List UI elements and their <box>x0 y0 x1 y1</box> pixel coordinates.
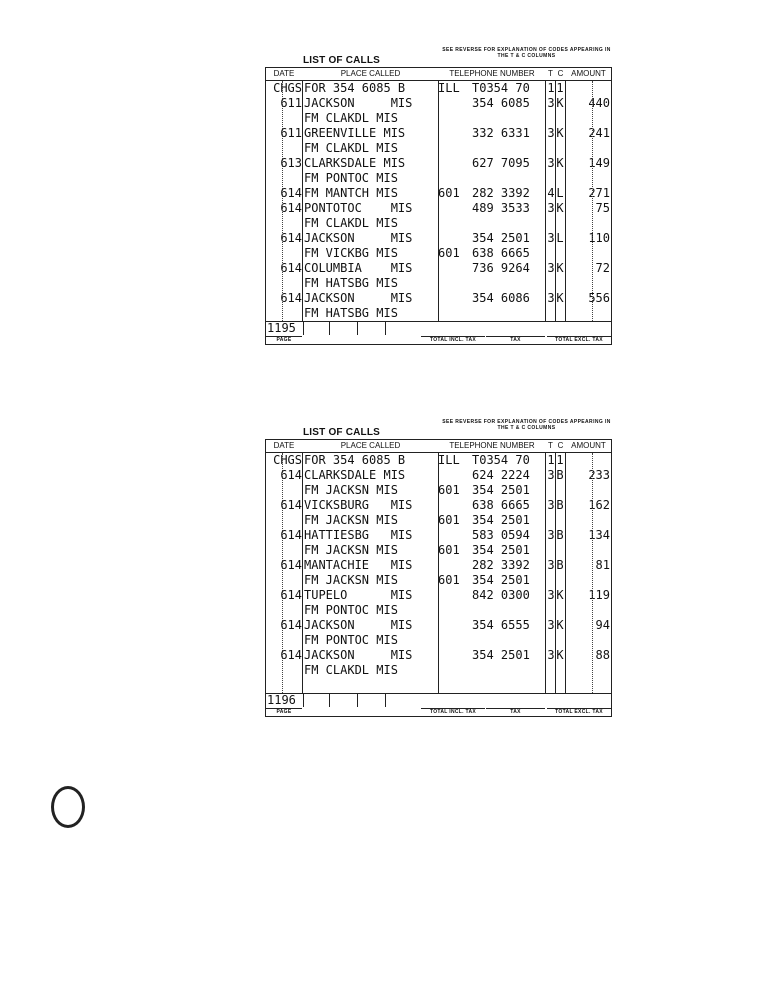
cell-date: 614 <box>280 231 302 245</box>
col-header-c: C <box>557 69 564 78</box>
cell-place: JACKSON MIS <box>304 618 413 632</box>
cell-c: B <box>556 468 564 482</box>
cell-place: VICKSBURG MIS <box>304 498 413 512</box>
col-header-amount: AMOUNT <box>571 69 606 78</box>
entry-box <box>303 694 330 707</box>
cell-c: 1 <box>556 453 564 467</box>
column-rule <box>302 453 303 693</box>
cell-c: K <box>556 588 564 602</box>
cell-place: FM HATSBG MIS <box>304 276 398 290</box>
column-rule <box>302 81 303 321</box>
cell-area: 601 <box>438 513 460 527</box>
form-footer <box>266 693 611 716</box>
cell-place: FM PONTOC MIS <box>304 633 398 647</box>
cell-number: 627 7095 <box>472 156 530 170</box>
footer-label-tax: TAX <box>486 336 545 344</box>
cell-number: 354 2501 <box>472 543 530 557</box>
call-list-form-2 <box>265 412 612 717</box>
cell-c: B <box>556 498 564 512</box>
cell-date: 613 <box>280 156 302 170</box>
footer-label-page_label: PAGE <box>266 336 302 344</box>
column-rule <box>545 81 546 321</box>
col-header-place: PLACE CALLED <box>340 441 401 450</box>
cell-c: K <box>556 201 564 215</box>
dotted-guide <box>282 81 283 321</box>
cell-t: 3 <box>547 126 555 140</box>
cell-place: FM JACKSN MIS <box>304 513 398 527</box>
column-rule <box>438 453 439 693</box>
cell-place: FM HATSBG MIS <box>304 306 398 320</box>
form-footer <box>266 321 611 344</box>
cell-t: 3 <box>547 498 555 512</box>
cell-amount: 88 <box>595 648 610 662</box>
calls-table <box>265 67 612 345</box>
cell-place: FM PONTOC MIS <box>304 603 398 617</box>
cell-c: K <box>556 618 564 632</box>
calls-rows <box>266 453 611 693</box>
cell-t: 3 <box>547 618 555 632</box>
cell-place: MANTACHIE MIS <box>304 558 413 572</box>
cell-date: 614 <box>280 261 302 275</box>
cell-number: 354 6086 <box>472 291 530 305</box>
cell-amount: 72 <box>595 261 610 275</box>
form-title: LIST OF CALLS <box>303 55 381 66</box>
cell-amount: 119 <box>588 588 610 602</box>
page-number: 1196 <box>266 694 304 707</box>
entry-box <box>330 694 358 707</box>
cell-date: 614 <box>280 558 302 572</box>
cell-amount: 233 <box>588 468 610 482</box>
cell-place: COLUMBIA MIS <box>304 261 413 275</box>
cell-number: 354 2501 <box>472 513 530 527</box>
col-header-t: T <box>548 69 553 78</box>
cell-place: FM CLAKDL MIS <box>304 216 398 230</box>
column-headers <box>266 440 611 453</box>
footer-label-total_incl: TOTAL INCL. TAX <box>421 708 485 716</box>
cell-c: B <box>556 528 564 542</box>
cell-number: 354 2501 <box>472 648 530 662</box>
col-header-t: T <box>548 441 553 450</box>
cell-number: 354 6555 <box>472 618 530 632</box>
calls-rows <box>266 81 611 321</box>
cell-area: ILL <box>438 81 460 95</box>
cell-date: 614 <box>280 618 302 632</box>
cell-area: ILL <box>438 453 460 467</box>
cell-c: K <box>556 156 564 170</box>
cell-number: 354 2501 <box>472 231 530 245</box>
cell-place: FM PONTOC MIS <box>304 171 398 185</box>
form-title: LIST OF CALLS <box>303 427 381 438</box>
cell-area: 601 <box>438 483 460 497</box>
cell-date: 611 <box>280 96 302 110</box>
cell-date: 611 <box>280 126 302 140</box>
cell-c: K <box>556 96 564 110</box>
cell-amount: 440 <box>588 96 610 110</box>
page-number: 1195 <box>266 322 304 335</box>
column-rule <box>555 453 556 693</box>
entry-box <box>303 322 330 335</box>
cell-place: FM VICKBG MIS <box>304 246 398 260</box>
col-header-phone: TELEPHONE NUMBER <box>449 441 535 450</box>
cell-t: 3 <box>547 291 555 305</box>
cell-date: CHGS <box>273 453 302 467</box>
cell-area: 601 <box>438 573 460 587</box>
cell-t: 3 <box>547 231 555 245</box>
cell-date: 614 <box>280 588 302 602</box>
cell-amount: 134 <box>588 528 610 542</box>
cell-number: 842 0300 <box>472 588 530 602</box>
cell-number: 489 3533 <box>472 201 530 215</box>
cell-place: GREENVILLE MIS <box>304 126 406 140</box>
cell-place: FOR 354 6085 B <box>304 81 406 95</box>
cell-date: 614 <box>280 186 302 200</box>
cell-amount: 81 <box>595 558 610 572</box>
cell-amount: 241 <box>588 126 610 140</box>
cell-number: 736 9264 <box>472 261 530 275</box>
cell-area: 601 <box>438 186 460 200</box>
cell-place: FM CLAKDL MIS <box>304 663 398 677</box>
cell-t: 3 <box>547 96 555 110</box>
cell-date: 614 <box>280 291 302 305</box>
entry-box <box>358 694 386 707</box>
call-list-form-1 <box>265 40 612 345</box>
cell-place: FOR 354 6085 B <box>304 453 406 467</box>
cell-number: 282 3392 <box>472 558 530 572</box>
cell-date: 614 <box>280 648 302 662</box>
cell-place: JACKSON MIS <box>304 291 413 305</box>
cell-place: HATTIESBG MIS <box>304 528 413 542</box>
column-rule <box>545 453 546 693</box>
cell-number: 354 2501 <box>472 483 530 497</box>
footer-label-tax: TAX <box>486 708 545 716</box>
cell-t: 3 <box>547 558 555 572</box>
cell-c: K <box>556 291 564 305</box>
cell-c: B <box>556 558 564 572</box>
col-header-amount: AMOUNT <box>571 441 606 450</box>
codes-note: SEE REVERSE FOR EXPLANATION OF CODES APPEARING IN THE T & C COLUMNS <box>442 419 611 431</box>
cell-number: 638 6665 <box>472 498 530 512</box>
col-header-place: PLACE CALLED <box>340 69 401 78</box>
cell-c: 1 <box>556 81 564 95</box>
cell-number: T0354 70 <box>472 453 530 467</box>
entry-box <box>358 322 386 335</box>
cell-date: 614 <box>280 201 302 215</box>
cell-t: 3 <box>547 528 555 542</box>
column-headers <box>266 68 611 81</box>
cell-place: JACKSON MIS <box>304 96 413 110</box>
dotted-guide <box>592 453 593 693</box>
cell-number: 354 6085 <box>472 96 530 110</box>
cell-place: FM CLAKDL MIS <box>304 111 398 125</box>
cell-number: 354 2501 <box>472 573 530 587</box>
cell-amount: 94 <box>595 618 610 632</box>
cell-date: 614 <box>280 468 302 482</box>
cell-place: FM CLAKDL MIS <box>304 141 398 155</box>
footer-label-total_excl: TOTAL EXCL. TAX <box>547 336 611 344</box>
cell-t: 1 <box>547 81 555 95</box>
col-header-date: DATE <box>273 441 295 450</box>
col-header-c: C <box>557 441 564 450</box>
cell-area: 601 <box>438 543 460 557</box>
cell-date: CHGS <box>273 81 302 95</box>
column-rule <box>555 81 556 321</box>
col-header-phone: TELEPHONE NUMBER <box>449 69 535 78</box>
dotted-guide <box>282 453 283 693</box>
cell-amount: 162 <box>588 498 610 512</box>
cell-amount: 271 <box>588 186 610 200</box>
column-rule <box>438 81 439 321</box>
cell-date: 614 <box>280 498 302 512</box>
cell-place: JACKSON MIS <box>304 231 413 245</box>
cell-c: L <box>556 231 564 245</box>
dotted-guide <box>592 81 593 321</box>
cell-date: 614 <box>280 528 302 542</box>
col-header-date: DATE <box>273 69 295 78</box>
cell-amount: 75 <box>595 201 610 215</box>
cell-t: 1 <box>547 453 555 467</box>
cell-number: 282 3392 <box>472 186 530 200</box>
cell-t: 3 <box>547 156 555 170</box>
cell-place: FM MANTCH MIS <box>304 186 398 200</box>
cell-c: K <box>556 261 564 275</box>
cell-place: FM JACKSN MIS <box>304 573 398 587</box>
cell-number: 638 6665 <box>472 246 530 260</box>
cell-amount: 110 <box>588 231 610 245</box>
cell-place: CLARKSDALE MIS <box>304 468 406 482</box>
cell-c: K <box>556 126 564 140</box>
cell-number: T0354 70 <box>472 81 530 95</box>
cell-t: 3 <box>547 468 555 482</box>
cell-number: 332 6331 <box>472 126 530 140</box>
cell-area: 601 <box>438 246 460 260</box>
cell-place: FM JACKSN MIS <box>304 543 398 557</box>
form-header <box>265 412 612 439</box>
cell-amount: 149 <box>588 156 610 170</box>
form-header <box>265 40 612 67</box>
column-rule <box>565 453 566 693</box>
cell-place: FM JACKSN MIS <box>304 483 398 497</box>
cell-t: 3 <box>547 588 555 602</box>
calls-table <box>265 439 612 717</box>
cell-place: CLARKSDALE MIS <box>304 156 406 170</box>
codes-note: SEE REVERSE FOR EXPLANATION OF CODES APPEARING IN THE T & C COLUMNS <box>442 47 611 59</box>
footer-label-total_excl: TOTAL EXCL. TAX <box>547 708 611 716</box>
column-rule <box>565 81 566 321</box>
cell-c: L <box>556 186 564 200</box>
cell-number: 583 0594 <box>472 528 530 542</box>
circle-mark <box>51 786 85 828</box>
entry-box <box>330 322 358 335</box>
footer-label-page_label: PAGE <box>266 708 302 716</box>
cell-place: PONTOTOC MIS <box>304 201 413 215</box>
footer-label-total_incl: TOTAL INCL. TAX <box>421 336 485 344</box>
cell-c: K <box>556 648 564 662</box>
cell-place: JACKSON MIS <box>304 648 413 662</box>
cell-t: 3 <box>547 261 555 275</box>
cell-t: 4 <box>547 186 555 200</box>
cell-place: TUPELO MIS <box>304 588 413 602</box>
cell-t: 3 <box>547 201 555 215</box>
cell-number: 624 2224 <box>472 468 530 482</box>
cell-t: 3 <box>547 648 555 662</box>
cell-amount: 556 <box>588 291 610 305</box>
